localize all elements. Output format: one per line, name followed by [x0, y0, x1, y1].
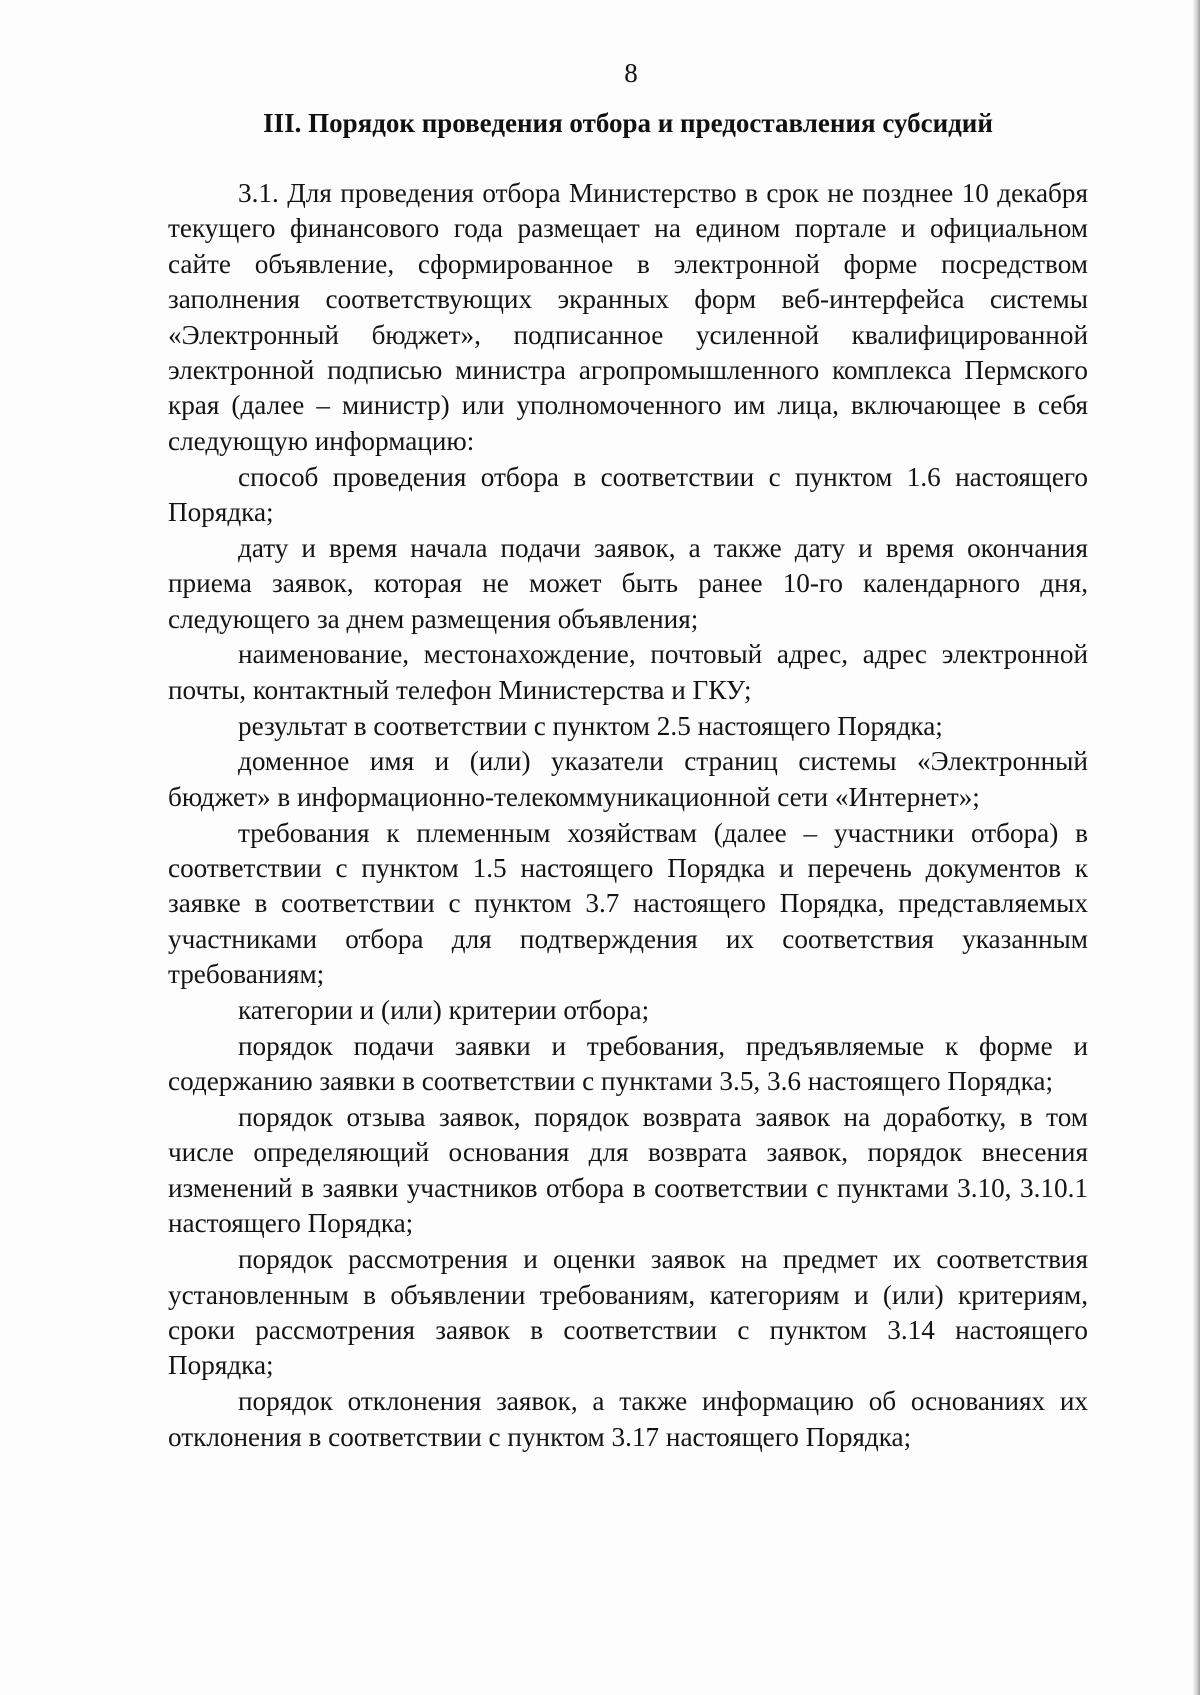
list-item-result: результат в соответствии с пунктом 2.5 настоящего Порядка; — [238, 710, 943, 741]
list-item-selection-method: способ проведения отбора в соответствии с пунктом 1.6 настоящего Порядка; — [168, 461, 1088, 528]
body-text — [168, 176, 1088, 1455]
list-item-domain-name: доменное имя и (или) указатели страниц системы «Электронный бюджет» в информационно-телекоммуникационной сети «Интернет»; — [168, 746, 1088, 812]
list-item-contacts: наименование, местонахождение, почтовый адрес, адрес электронной почты, контактный телефон Министерства и ГКУ; — [168, 639, 1088, 705]
page-number: 8 — [624, 58, 638, 88]
list-item-rejection-procedure: порядок отклонения заявок, а также информацию об основаниях их отклонения в соответствии с пунктом 3.17 настоящего Порядка; — [168, 1386, 1088, 1452]
list-item-categories-criteria: категории и (или) критерии отбора; — [238, 995, 650, 1026]
list-item-participant-requirements: требования к племенным хозяйствам (далее – участники отбора) в соответствии с пунктом 1.5 настоящего Порядка и перечень документов к заявке в соответствии с пунктом 3.7 настоящего Порядка, представляемых участниками отбора для подтверждения их соответствия указанным требованиям; — [168, 817, 1088, 990]
list-item-submission-procedure: порядок подачи заявки и требования, предъявляемые к форме и содержанию заявки в соответствии с пунктами 3.5, 3.6 настоящего Порядка; — [168, 1030, 1088, 1097]
section-heading: III. Порядок проведения отбора и предоставления субсидий — [263, 108, 993, 138]
list-item-application-dates: дату и время начала подачи заявок, а также дату и время окончания приема заявок, которая не может быть ранее 10-го календарного дня, следующего за днем размещения объявления; — [168, 532, 1088, 634]
list-item-withdrawal-procedure: порядок отзыва заявок, порядок возврата заявок на доработку, в том числе определяющий основания для возврата заявок, порядок внесения изменений в заявки участников отбора в соответствии с пунктами 3.10, 3.10.1 настоящего Порядка; — [168, 1102, 1088, 1239]
list-item-review-procedure: порядок рассмотрения и оценки заявок на предмет их соответствия установленным в объявлении требованиям, категориям и (или) критериям, сроки рассмотрения заявок в соответствии с пунктом 3.14 настоящего Порядка; — [168, 1244, 1088, 1381]
scan-edge-shadow — [1193, 0, 1200, 1695]
paragraph-3-1: 3.1. Для проведения отбора Министерство в срок не позднее 10 декабря текущего финансового года размещает на едином портале и официальном сайте объявление, сформированное в электронной форме посредством заполнения соответствующих экранных форм веб-интерфейса системы «Электронный бюджет», подписанное усиленной квалифицированной электронной подписью министра агропромышленного комплекса Пермского края (далее – министр) или уполномоченного им лица, включающее в себя следующую информацию: — [168, 178, 1088, 456]
